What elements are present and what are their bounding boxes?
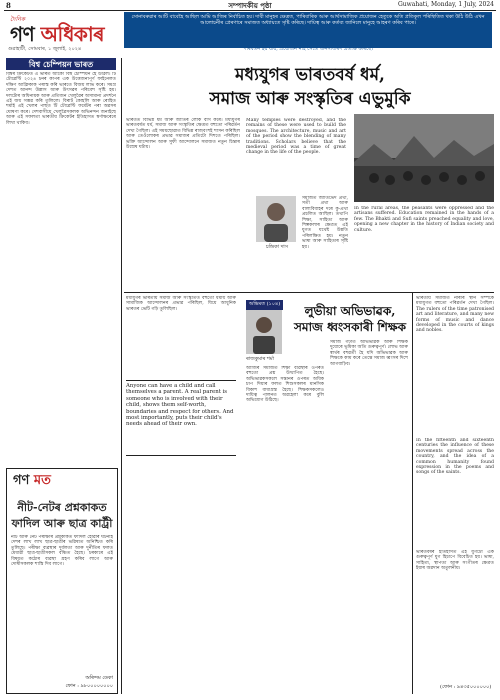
- page-number: 8: [6, 1, 11, 10]
- masthead: [8, 14, 118, 54]
- author-photo: [256, 196, 296, 242]
- main-article-title-2: সমাজ আৰু সংস্কৃতিৰ এভুমুকি: [209, 89, 411, 109]
- mid-rule: [124, 292, 494, 293]
- ad-box: [6, 468, 118, 694]
- right-column-body-c: ভাৰতবৰ্ষৰ ইতিহাসত এই যুগটো এক গুৰুত্বপূৰ্ণ যুগ হিচাপে বিবেচিত হয়। ভাষা, সাহিত্য, স্থাপত্য আৰু সংগীতৰ ক্ষেত্ৰত ইয়াৰ অৱদান অতুলনীয়।: [416, 550, 494, 572]
- left-column-body: বিশ্বৰ ক্ৰিকেটত এ ভাৰত আকৌ বিশ্ব চেম্পিয়ন হৈ উঠিল। টি টোৱেণ্টি ২০২৪ চনৰ কাপৰ এক উত্তেজনাপূৰ্ণ ফাইনেলত দক্ষিণ আফ্ৰিকাক পৰাস্ত কৰি ভাৰতে বিজয় লাভ কৰে। সমগ্ৰ দেশত আনন্দ উল্লাস আৰু উৎসৱৰ পৰিবেশ সৃষ্টি হয়। দলটোৰ অধিনায়ক আৰু প্ৰতিজন খেলুৱৈৰ অসামান্য প্ৰদৰ্শনে এই জয় সম্ভৱ কৰি তুলিলে। বিৰাট কোহলি আৰু ৰোহিত শৰ্মাই এই খেলৰ পাছত টি টোৱেণ্টি ফৰ্মেটৰ পৰা অৱসৰ ঘোষণা কৰে। দেশবাসীয়ে খেলুৱৈসকলক অভিনন্দন জনাইছে আৰু এই সফলতা ভাৰতীয় ক্ৰিকেটৰ ইতিহাসত স্বৰ্ণাক্ষৰেৰে লিখা থাকিব।: [6, 72, 116, 126]
- right-divider: [412, 292, 413, 694]
- ad-body: নীট আৰু নেট পৰীক্ষাৰ প্ৰশ্নকাকত ফাদিল হোৱাৰ ঘটনাই দেশৰ লাখ লাখ ছাত্ৰ-ছাত্ৰীৰ ভৱিষ্যত অনিশ্চিত কৰি তুলিছে। পৰীক্ষা ব্যৱস্থাৰ দুৰ্বলতা আৰু দুৰ্নীতিৰ ফলত মেধাৱী ছাত্ৰ-ছাত্ৰীসকল বঞ্চিত হৈছে। চৰকাৰে এই বিষয়ত কঠোৰ ব্যৱস্থা গ্ৰহণ কৰিব লাগে আৰু দোষীসকলক শাস্তি দিব লাগে।: [11, 535, 113, 568]
- top-bar: [0, 0, 500, 10]
- right-column-phone: (ফোন : ৯৪৩৫০০০০০০): [440, 684, 492, 690]
- second-article-title-1: লুভীয়া অভিভাৱক,: [304, 304, 396, 318]
- ad-logo: [13, 471, 51, 492]
- main-article-body-d: In the rural areas, the peasants were oppressed and the artisans suffered. Education remained in the hands of a few. The Bhakti and Sufi saints preached equality and love, opening a new chapter in the history of Indian society and culture.: [354, 206, 494, 233]
- second-author-icon: [246, 310, 282, 354]
- main-article-author: চন্দ্ৰিকা দাস: [265, 244, 289, 250]
- ad-logo-a: গণ: [13, 473, 30, 488]
- second-article-author: ৰাজকুমাৰ শৰ্মা: [246, 356, 275, 362]
- main-article-body-a: ভাৰতত বিভিন্ন ধৰ্ম আৰু জাতিৰ লোক বাস কৰে। মধ্যযুগৰ ভাৰতবৰ্ষত ধৰ্ম, সমাজ আৰু সংস্কৃতিৰ ক্ষেত্ৰত বহুতো পৰিৱৰ্তন দেখা গৈছিল। এই সময়ছোৱাত বিভিন্ন ৰাজবংশই শাসন কৰিছিল আৰু তেওঁলোকৰ প্ৰভাৱ সমাজৰ প্ৰতিটো দিশতে পৰিছিল। ভক্তি আন্দোলন আৰু সুফী আন্দোলনে সমাজত নতুন চিন্তাৰ উন্মেষ ঘটায়।: [126, 118, 240, 151]
- second-article-body-a: আজিৰ সমাজত শিক্ষা ব্যৱস্থাৰ ওপৰত বহুতো প্ৰশ্ন উত্থাপিত হৈছে। অভিভাৱকসকলে সন্তানৰ ওপৰত অধিক চাপ দিয়াৰ ফলত শিশুসকলৰ মানসিক বিকাশ বাধাগ্ৰস্ত হৈছে। শিক্ষকসকলেও দায়িত্ব পালনত অৱহেলা কৰে বুলি অভিযোগ উঠিছে।: [246, 366, 324, 404]
- section-title: সম্পাদকীয় পৃষ্ঠা: [228, 1, 272, 10]
- second-author-photo: [246, 310, 282, 354]
- right-column-body-b: In the fifteenth and sixteenth centuries the influence of these movements spread across the country, and the idea of a common humanity found expression in the poems and songs of the saints.: [416, 438, 494, 476]
- main-article-body-e: মধ্যযুগৰ ভাৰতীয় সমাজ আৰু সংস্কৃতিত বহুতো ধৰ্মীয় আৰু সামাজিক আন্দোলনৰ প্ৰভাৱ পৰিছিল, যিয়ে আধুনিক ভাৰতৰ ভেটি গঢ়ি তুলিছিল।: [126, 296, 236, 312]
- right-column-body-a: ভাৰতীয় সমাজত নাৰীৰ স্থান সম্পৰ্কে মধ্যযুগত বহুতো পৰিৱৰ্তন দেখা গৈছিল। The rulers of the time patronised art and literature, and many new forms of music and dance developed in the courts of kings and nobles.: [416, 296, 494, 334]
- main-article-title-1: মধ্যযুগৰ ভাৰতবৰ্ষ ধৰ্ম,: [235, 65, 385, 85]
- masthead-prefix: দৈনিক: [10, 16, 26, 23]
- author-photo-icon: [256, 196, 296, 242]
- editorial-banner-subtext: পৰিবৰ্তন হয় যায়, প্ৰয়োজন নাই সৈতে জনসাধাৰণ প্ৰত্যক্ষ কৰিছে।: [243, 46, 373, 52]
- ad-headline-b: ফাদিল আৰু ছাত্ৰ কাৰ্ট্ৰী: [11, 517, 113, 530]
- masthead-details: গুৱাহাটী, সোমবাৰ, ১ জুলাই, ২০২৪: [8, 46, 82, 52]
- main-article-body-c: সমাজত জাতিভেদ প্ৰথা, সতী প্ৰথা আৰু বাল্যবিবাহৰ দৰে কু-প্ৰথা প্ৰচলিত আছিল। তথাপি শিক্ষা, সাহিত্য আৰু শিল্পকলাৰ ক্ষেত্ৰত এই যুগত যথেষ্ট উন্নতি পৰিলক্ষিত হয়। নতুন ভাষা আৰু সাহিত্যৰ সৃষ্টি হয়।: [302, 196, 348, 250]
- masthead-title-b: অধিকাৰ: [40, 22, 104, 46]
- ad-contact: ফোন : ৯৮০০০০০০০০: [65, 683, 113, 689]
- ad-logo-b: মত: [33, 473, 51, 488]
- second-article-body-b: সমাজ গঢ়াত অভিভাৱক আৰু শিক্ষক দুয়োৰে ভূমিকা অতি গুৰুত্বপূৰ্ণ। লোভ আৰু স্বাৰ্থৰ বশৱৰ্তী হৈ যদি অভিভাৱক আৰু শিক্ষকে কাম কৰে তেন্তে সমাজ ধ্বংসৰ দিশে আগবাঢ়িব।: [330, 340, 408, 367]
- left-column-heading: বিশ্ব চেম্পিয়ন ভাৰত: [6, 58, 116, 70]
- masthead-title-a: গণ: [10, 22, 35, 46]
- main-article-body-b: Many temples were destroyed, and the remains of these were used to build the mosques. The architecture, music and art of the period show the blending of many traditions. Scholars believe that the medieval period was a time of great change in the life of the people.: [246, 118, 346, 156]
- column-divider: [121, 58, 122, 694]
- editorial-banner: সোনাবৰুৱাৰ আটি বাবেহৈ আছিল আমি আজিৰ নিৰ্বাচিত হয়। দাবী মানুহৰ ক্ষেত্ৰত, পাৰিবাৰিক আৰু আর্থসামাজিক প্ৰয়োজন হেতুকে অতি প্ৰতিকূল পৰিস্থিতিত থকা উঠি উঠি এখন আলোচনীৰ প্ৰেৰণাৰে সমাজত অধ্যায়তে সৃষ্টি কৰিছে। দায়িত্ব আৰু কৰ্তব্য জানিলে মানুহে আহৰণ কৰিব পাৰে।: [124, 12, 492, 48]
- top-rule: [4, 10, 496, 11]
- ad-headline-a: নীট-নেটৰ প্ৰশ্নকাকত: [17, 501, 107, 514]
- dateline: Guwahati, Monday, 1 July, 2024: [398, 1, 494, 8]
- opinion-tag: অভিমত (১০৪): [246, 300, 283, 310]
- article-photo: [354, 114, 494, 202]
- ad-sign: অৰিন্দম ডেকা: [85, 675, 113, 681]
- crowd-photo-icon: [354, 114, 494, 202]
- second-article-title-2: সমাজ ধ্বংসকাৰী শিক্ষক: [293, 320, 407, 334]
- quote-box: Anyone can have a child and call themselves a parent. A real parent is someone who is involved with their child, shows them self-worth, boundaries and respect for others. And most importantly, puts their child's needs ahead of their own.: [126, 380, 236, 456]
